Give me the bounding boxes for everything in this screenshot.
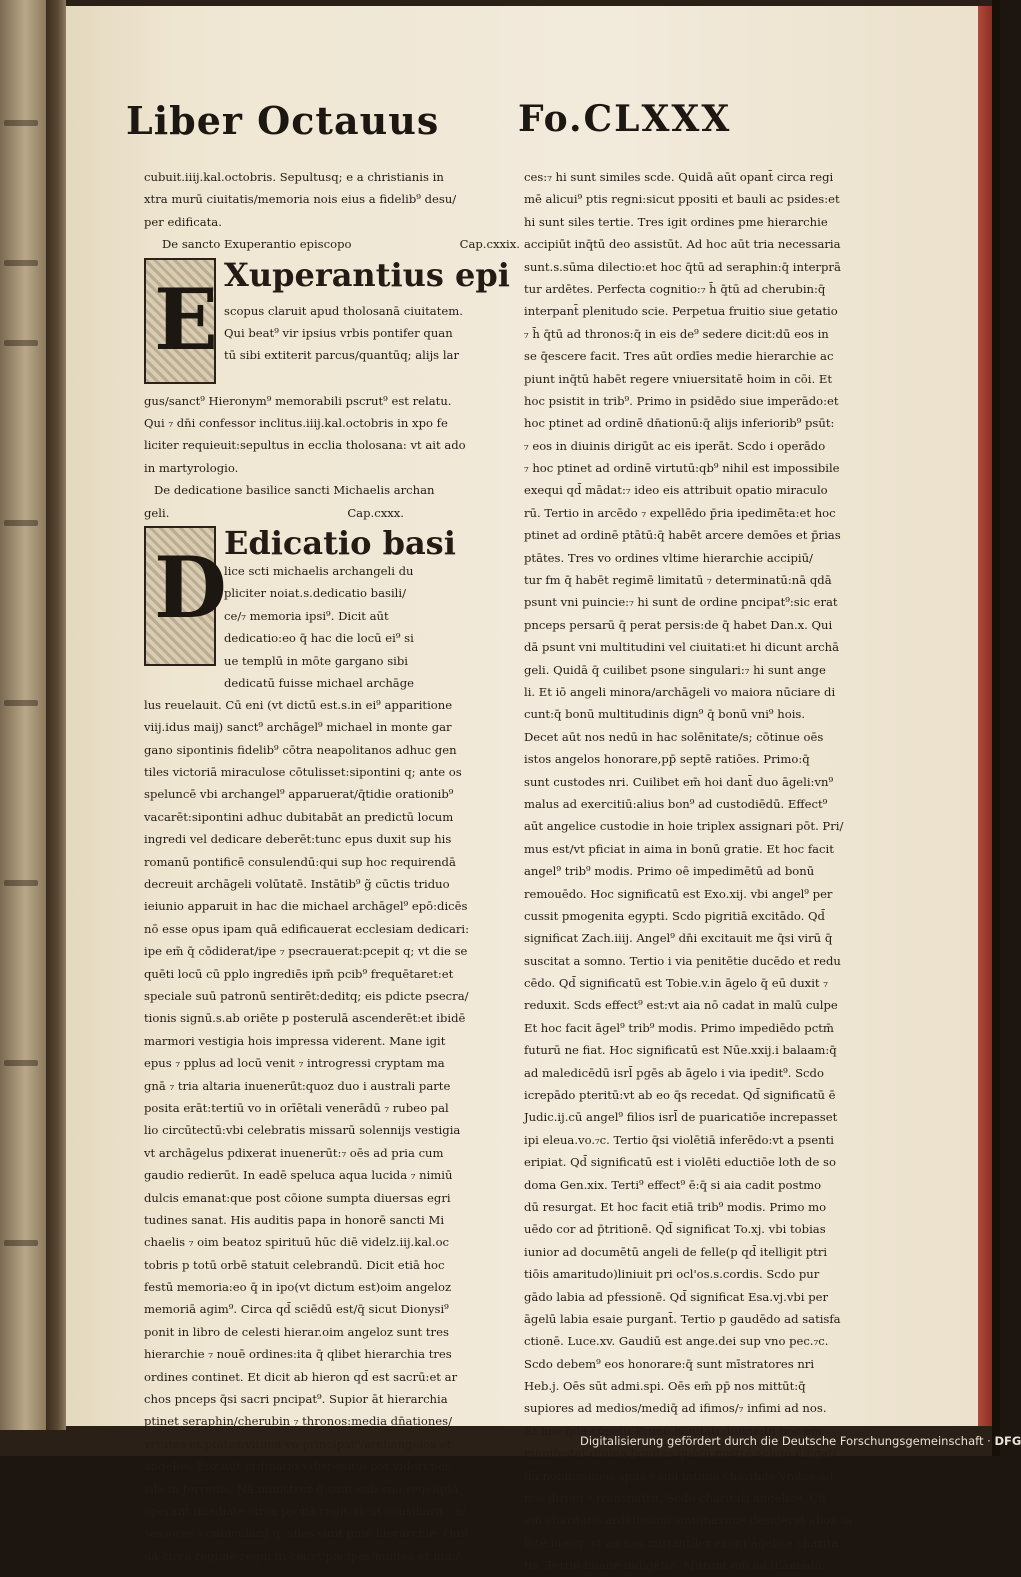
folio-number: Fo.CLXXX — [518, 98, 732, 140]
chapter-number: Cap.cxxix. — [459, 237, 520, 252]
text-line: exequi qd̄ mādat:₇ ideo eis attribuit opatio miraculo — [524, 483, 828, 498]
text-line: āgelū labia esaie purgant̄. Tertio p gaudēdo ad satisfa — [524, 1311, 841, 1326]
text-line: chaelis ₇ oim beatoz spirituū hūc diē videlz.iij.kal.oc — [144, 1235, 450, 1250]
text-line: Qui beat⁹ vir ipsius vrbis pontifer quan — [224, 325, 453, 340]
text-line: dedicatio:eo q̄ hac die locū ei⁹ si — [224, 631, 414, 646]
text-line: nō esse opus ipam quā edificauerat ecclesiam dedicari: — [144, 921, 470, 936]
text-line: viij.idus maij) sanct⁹ archāgel⁹ michael in monte gar — [144, 720, 452, 735]
text-line: vt archāgelus pdixerat inuenerūt:₇ oēs ad pria cum — [144, 1145, 444, 1160]
funding-footer — [580, 1434, 1021, 1454]
text-line: ₇ h̄ q̄tū ad thronos:q̄ in eis de⁹ sedere dicit:dū eos in — [524, 326, 829, 341]
funding-text: Digitalisierung gefördert durch die Deutsche Forschungsgemeinschaft · — [580, 1434, 991, 1448]
right-column — [524, 166, 898, 1577]
text-line: significat Zach.iiij. Angel⁹ dn̄i excitauit me q̄si virū q̄ — [524, 931, 833, 946]
text-line: ce/₇ memoria ipsi⁹. Dicit aūt — [224, 608, 389, 623]
drop-cap-block — [144, 523, 524, 690]
text-line: ingredi vel dedicare deberēt:tunc epus duxit sup his — [144, 832, 452, 847]
text-line: tionis signū.s.ab oriēte p posterulā ascenderēt:et ibidē — [144, 1011, 466, 1026]
text-line: ces:₇ hi sunt similes scde. Quidā aūt opant̄ circa regi — [524, 170, 834, 184]
text-line: cunt:q̄ bonū multitudinis dign⁹ q̄ bonū vni⁹ hois. — [524, 707, 806, 722]
text-line: Scdo debem⁹ eos honorare:q̄ sunt mīstratores nri — [524, 1356, 815, 1371]
chapter-heading: De dedicatione basilice sancti Michaelis archan — [154, 483, 435, 498]
text-line: Et hoc facit āgel⁹ trib⁹ modis. Primo impediēdo pctm̄ — [524, 1020, 834, 1035]
text-line: suscitat a somno. Tertio i via penitētie ducēdo et redu — [524, 953, 841, 968]
text-line: cēdo. Qd̄ significatū est Tobie.v.in āgelo q̄ eū duxit ₇ — [524, 976, 828, 991]
text-line: Qui ₇ dn̄i confessor inclitus.iiij.kal.octobris in xpo fe — [144, 415, 448, 430]
text-line: dedicatū fuisse michael archāge — [224, 675, 414, 690]
text-line: lice scti michaelis archangeli du — [224, 563, 414, 578]
previous-page-edge — [0, 0, 46, 1430]
text-line: dulcis emanat:que post cōione sumpta diuersas egri — [144, 1190, 451, 1205]
text-line: vrtutes et ptātes:vltima vo principat⁹/archangelos et — [144, 1436, 452, 1451]
text-line: sunt.s.sūma dilectio:et hoc q̄tū ad seraphin:q̄ interprā — [524, 259, 841, 274]
text-line: li. Et iō angeli minora/archāgeli vo maiora nūciare di — [524, 684, 836, 699]
text-line: lio circūtectū:vbi celebratis missarū solennijs vestigia — [144, 1123, 461, 1138]
text-line: xtra murū ciuitatis/memoria nois eius a fidelib⁹ desu/ — [144, 192, 457, 207]
red-page-edge — [978, 6, 992, 1426]
text-line: speciale suū patronū sentirēt:deditq; eis pdicte psecra/ — [144, 988, 469, 1003]
text-line: ptātes. Tres vo ordines vltime hierarchie accipiū/ — [524, 550, 813, 565]
text-line: gano sipontinis fidelib⁹ cōtra neapolitanos adhuc gen — [144, 742, 457, 757]
text-line: gādo labia ad pfessionē. Qd̄ significat Esa.vj.vbi per — [524, 1289, 829, 1304]
text-line: ptinet ad ordinē ptātū:q̄ habēt arcere demōes et p̄rias — [524, 528, 841, 543]
text-line: iunior ad documētū angeli de felle(p qd̄ itelligit ptri — [524, 1244, 828, 1259]
text-line: mē alicui⁹ ptis regni:sicut ppositi et bauli ac psides:et — [524, 192, 840, 207]
text-line: romanū pontificē consulendū:qui sup hoc requirendā — [144, 854, 456, 869]
text-line: rū. Tertio in arcēdo ₇ expellēdo p̄ria ipedimēta:et hoc — [524, 505, 836, 520]
left-column — [144, 166, 524, 1567]
text-line: quēti locū cū pplo ingrediēs ipm̄ pcib⁹ frequētaret:et — [144, 966, 454, 981]
text-line: tur ardētes. Perfecta cognitio:₇ h̄ q̄tū ad cherubin:q̄ — [524, 281, 826, 296]
dfg-logo: DFG — [994, 1434, 1021, 1448]
decorated-initial-e: E — [144, 258, 216, 384]
text-line: dā psunt vni multitudini vel ciuitati:et hi dicunt archā — [524, 640, 840, 655]
text-line: tū sibi extiterit parcus/quantūq; alijs lar — [224, 348, 459, 363]
text-line: tobris p totū orbē statuit celebrandū. Dicit etiā hoc — [144, 1257, 445, 1272]
text-line: Et hoc q̄dē cōpetit Primo bonitati diuine:In hoc em̄ — [524, 1423, 822, 1438]
text-line: ipe em̄ q̄ cōdiderat/ipe ₇ psecrauerat:pcepit q; vt die se — [144, 944, 468, 959]
running-head: Liber Octauus — [126, 98, 440, 143]
text-line: aūt angelice custodie in hoie triplex assignari pōt. Pri/ — [524, 819, 844, 834]
text-line: tur fm q̄ habēt regimē limitatū ₇ determinatū:nā qdā — [524, 573, 832, 588]
text-line: doma Gen.xix. Terti⁹ effect⁹ ē:q̄ si aia cadit postmo — [524, 1177, 822, 1192]
text-line: per edificata. — [144, 214, 222, 229]
text-line: se q̄escere facit. Tres aūt ordīes medie hierarchie ac — [524, 349, 834, 364]
scan-border — [992, 0, 1000, 1456]
text-line: lus reuelauit. Cū eni (vt dictū est.s.in ei⁹ apparitione — [144, 697, 453, 712]
text-line: dū resurgat. Et hoc facit etiā trib⁹ modis. Primo mo — [524, 1199, 827, 1214]
text-line: cussit pmogenita egypti. Scdo pigritiā excitādo. Qd̄ — [524, 908, 825, 923]
text-line: scopus claruit apud tholosanā ciuitatem. — [224, 303, 463, 318]
text-line: hierarchie ₇ nouē ordines:ita q̄ qlibet hierarchia tres — [144, 1347, 452, 1362]
text-line: eripiat. Qd̄ significatū est i violēti eductiōe loth de so — [524, 1155, 836, 1170]
text-line: accipiūt inq̄tū deo assistūt. Ad hoc aūt tria necessaria — [524, 237, 841, 252]
text-line: decreuit archāgeli volūtatē. Instātib⁹ g̃ cūctis triduo — [144, 877, 450, 892]
text-line: ponit in libro de celesti hierar.oim angeloz sunt tres — [144, 1324, 449, 1339]
text-line: angel⁹ trib⁹ modis. Primo oē impedimētū ad bonū — [524, 864, 815, 879]
text-line: hoc ptinet ad ordinē dn̄ationū:q̄ alijs inferiorib⁹ psūt: — [524, 416, 835, 431]
chapter-opening-words: Edicatio basi — [224, 523, 456, 562]
page-header — [126, 98, 766, 154]
text-line: sunt custodes nri. Cuilibet em̄ hoi dant̄ duo āgeli:vn⁹ — [524, 774, 834, 789]
text-line: dā circa regimē regni in cōi:vt pncipes/milites et iudi/ — [144, 1548, 460, 1563]
chapter-heading: geli. Cap.cxxx. — [144, 502, 524, 524]
text-line: in martyrologio. — [144, 460, 239, 475]
text-line: hoc psistit in trib⁹. Primo in psidēdo siue imperādo:et — [524, 393, 839, 408]
text-line: speluncē vbi archangel⁹ apparuerat/q̄tidie orationib⁹ — [144, 787, 454, 802]
text-line: gnā ₇ tria altaria inuenerūt:quoz duo i australi parte — [144, 1078, 451, 1093]
text-line: ue templū in mōte gargano sibi — [224, 653, 408, 668]
text-line: ordines continet. Et dicit ab hieron qd̄ est sacrū:et ar — [144, 1369, 458, 1384]
text-line: memoriā agim⁹. Circa qd̄ sciēdū est/q̄ sicut Dionysi⁹ — [144, 1302, 449, 1317]
book-gutter — [46, 0, 66, 1430]
drop-cap-block — [144, 256, 524, 390]
text-line: posita erāt:tertiū vo in orīētali venerādū ₇ rubeo pal — [144, 1100, 449, 1115]
text-line: ctionē. Luce.xv. Gaudiū est ange.dei sup vno pec.₇c. — [524, 1334, 829, 1349]
text-line: vacarēt:sipontini adhuc dubitabāt an predictū locum — [144, 809, 454, 824]
text-line: festū memoria:eo q̄ in ipo(vt dictum est)oim angeloz — [144, 1280, 452, 1295]
text-line: interpant̄ plenitudo scie. Perpetua fruitio siue getatio — [524, 304, 838, 319]
text-line: Heb.j. Oēs sūt admi.spi. Oēs em̄ pp̄ nos mittūt:q̄ — [524, 1379, 806, 1394]
text-line: em̄ charitatis ardētissimi sint/maxime desiderat alioz sa — [524, 1513, 853, 1528]
text-line: lutē:ideoq; vt ad nos mittant̄/ler exigit āgelice charita — [524, 1535, 839, 1550]
text-line: remouēdo. Hoc significatū est Exo.xij. vbi angel⁹ per — [524, 886, 833, 901]
text-line: chos pnceps q̄si sacri pncipat⁹. Supior āt hierarchia — [144, 1392, 448, 1407]
text-line: uēdo cor ad p̄tritionē. Qd̄ significat To.xj. vbi tobias — [524, 1222, 826, 1237]
text-line: tudines sanat. His auditis papa in honorē sancti Mi — [144, 1212, 445, 1227]
text-line: liciter requieuit:sepultus in ecclia tholosana: vt ait ado — [144, 438, 466, 453]
text-line: mus est/vt pficiat in aima in bonū gratie. Et hoc facit — [524, 841, 834, 856]
text-line: gus/sanct⁹ Hieronym⁹ memorabili pscrut⁹ est relatu. — [144, 393, 452, 408]
decorated-initial-d: D — [144, 526, 216, 666]
text-line: piunt inq̄tū habēt regere vniuersitatē hoim in cōi. Et — [524, 371, 832, 386]
text-line: ipi eleua.vo.₇c. Tertio q̄si violētiā inferēdo:vt a psenti — [524, 1132, 834, 1147]
text-line: ieiunio apparuit in hac die michael archāgel⁹ epō:dicēs — [144, 899, 468, 914]
text-line: gaudio redierūt. In eadē speluca aqua lucida ₇ nimiū — [144, 1168, 453, 1183]
chapter-heading: De sancto Exuperantio episcopo Cap.cxxix. — [144, 233, 524, 255]
text-line: ₇ hoc ptinet ad ordinē virtutū:qb⁹ nihil est impossibile — [524, 461, 840, 476]
text-line: psunt vni puincie:₇ hi sunt de ordine pncipat⁹:sic erat — [524, 595, 838, 610]
text-line: reduxit. Scds effect⁹ est:vt aia nō cadat in malū culpe — [524, 998, 838, 1013]
text-line: istos angelos honorare,pp̄ septē ratiōes. Primo:q̄ — [524, 752, 810, 767]
chapter-opening-words: Xuperantius epi — [224, 255, 510, 294]
text-line: malus ad exercitiū:alius bon⁹ ad custodiēdū. Effect⁹ — [524, 796, 828, 811]
text-line: tis. Tertio huāne indigētie. Mittunt em̄ ad iflāmādū — [524, 1558, 822, 1573]
text-line: operant̄ imediate circa psonā regis:sicut consiliarij ₇ a/ — [144, 1503, 466, 1518]
text-line: futurū ne fiat. Hoc significatū est Nūe.xxij.i balaam:q̄ — [524, 1043, 837, 1058]
text-line: Judic.ij.cū angel⁹ filios isrl̄ de puaricatiōe increpasset — [524, 1110, 838, 1125]
text-line: hi sunt siles tertie. Tres igit ordines pme hierarchie — [524, 214, 828, 229]
text-line: dū nobilissimos spūs ₇ sibi intima charitate vnitos ad — [524, 1468, 834, 1483]
text-line: marmori vestigia hois impressa viderent. Mane igit — [144, 1033, 446, 1048]
text-line: ad maledicēdū isrl̄ pgēs ab āgelo i via ipedit⁹. Scdo — [524, 1065, 824, 1080]
text-line: tiōis amaritudo)liniuit pri ocl'os.s.cordis. Scdo pur — [524, 1267, 820, 1282]
text-line: pnceps persarū q̄ perat persis:de q̄ habet Dan.x. Qui — [524, 617, 833, 632]
text-line: sessores ₇ cubicularij:q; siles sunt pme hierarchie. Qui/ — [144, 1526, 469, 1541]
text-line: pliciter noiat.s.dedicatio basili/ — [224, 586, 406, 601]
text-line: epus ₇ pplus ad locū venit ₇ introgressi cryptam ma — [144, 1056, 445, 1071]
text-line: tiles victoriā miraculose cōtulisset:sipontini q; ante os — [144, 765, 462, 780]
text-line: cubuit.iiij.kal.octobris. Sepultusq; e a christianis in — [144, 170, 444, 184]
text-line: Decet aūt nos nedū in hac solēnitate/s; cōtinue oēs — [524, 729, 824, 744]
text-line: icrepādo pteritū:vt ab eo q̄s recedat. Qd̄ significatū ē — [524, 1088, 836, 1103]
text-line: nos dirigit ₇ transmittit. Scdo charitati angelice. Cū — [524, 1491, 826, 1506]
chapter-number: Cap.cxxx. — [347, 505, 404, 520]
text-line: angelos. Eoz aūt ordinatio ₇ dispositio pōt videri per — [144, 1459, 451, 1474]
text-line: ptinet seraphin/cherubin ₇ thronos:media dn̄ationes/ — [144, 1414, 453, 1429]
text-line: geli. Quidā q̄ cuilibet psone singulari:₇ hi sunt ange — [524, 662, 826, 677]
text-line: ₇ eos in diuinis dirigūt ac eis iperāt. Scdo i operādo — [524, 438, 826, 453]
text-line: sile in terrenis. Nā ministroz q̄ sunt sub vno rege/qdā — [144, 1481, 459, 1496]
text-line: supiores ad medios/mediq̄ ad ifimos/₇ infimi ad nos. — [524, 1401, 827, 1416]
text-line: manifestat diuina bonitas quātū nostrā salutē diligat/ — [524, 1446, 837, 1461]
